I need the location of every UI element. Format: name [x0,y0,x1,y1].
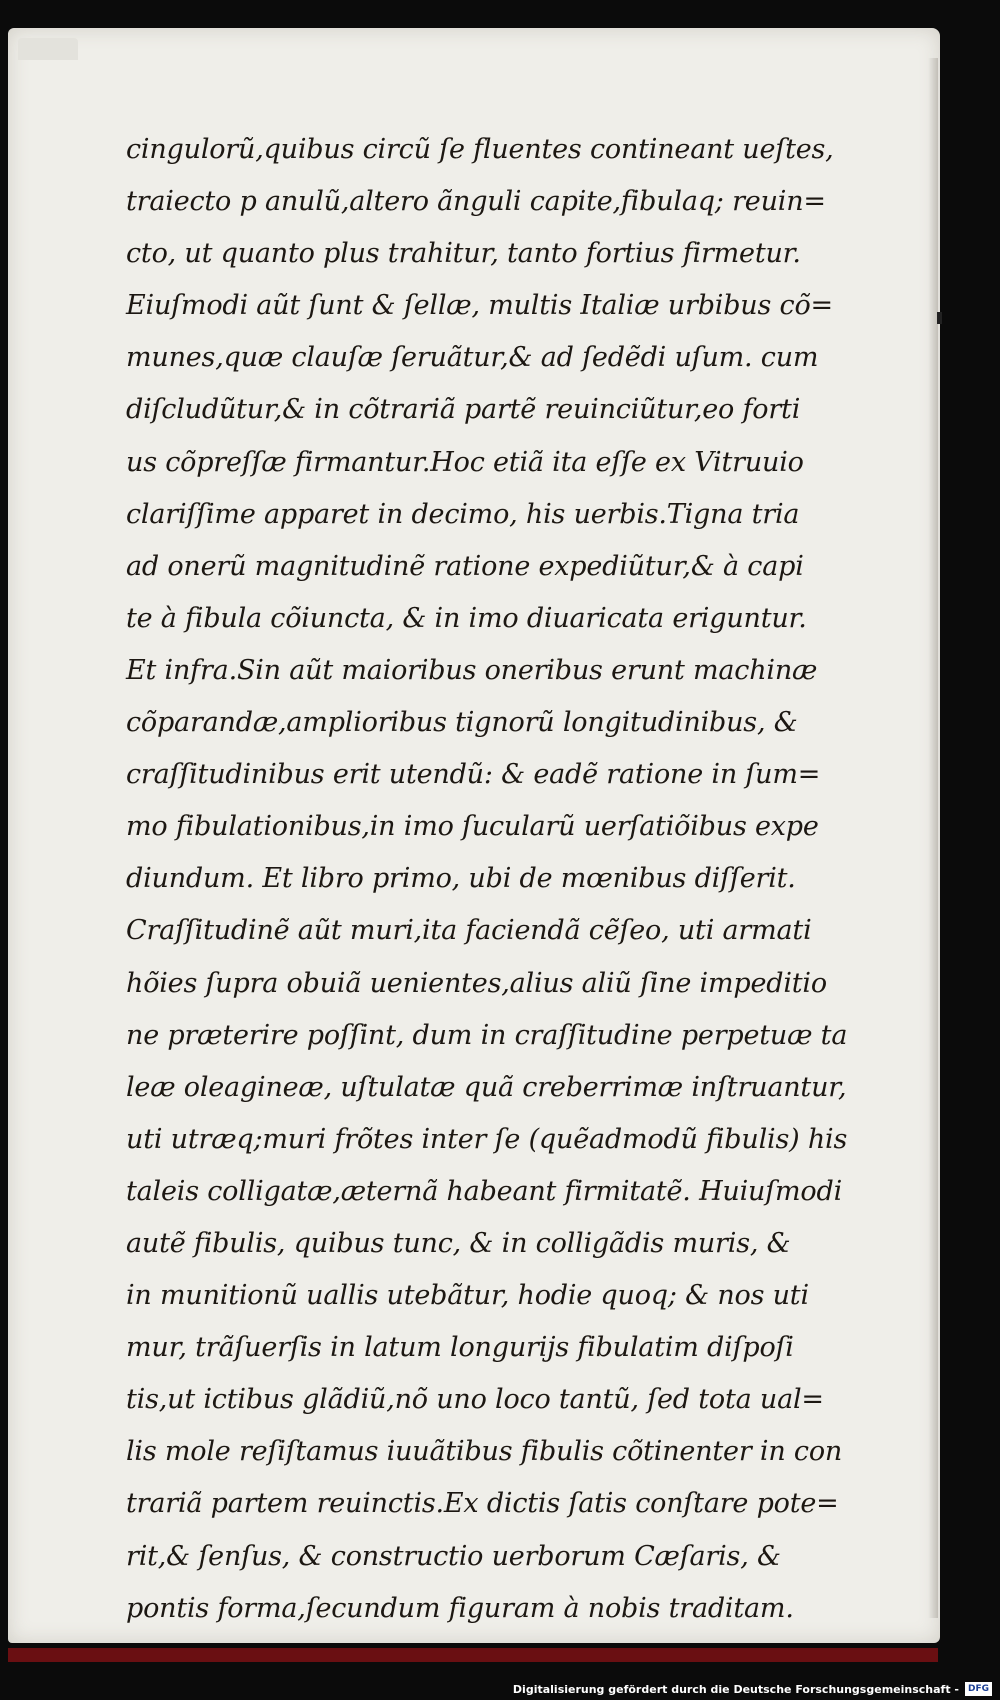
page-text-block [126,124,906,1635]
text-line: Eiuſmodi aũt ſunt & ſellæ, multis Italiæ urbibus cõ= [126,290,833,322]
text-line: rit,& ſenſus, & constructio uerborum Cæſaris, & [126,1540,781,1572]
bottom-red-band [8,1648,938,1662]
digitization-footer [513,1680,992,1698]
footer-credit-text: Digitalisierung gefördert durch die Deutsche Forschungsgemeinschaft - [512,1682,959,1696]
text-line: tis,ut ictibus glãdiũ,nõ uno loco tantũ, ſed tota ual= [126,1384,824,1416]
text-line: lis mole reſiſtamus iuuãtibus fibulis cõtinenter in con [126,1436,843,1468]
text-line: ad onerũ magnitudinẽ ratione expediũtur,& à capi [126,550,804,582]
text-line: diundum. Et libro primo, ubi de mœnibus diſſerit. [126,863,796,895]
book-page [8,28,940,1643]
text-line: in munitionũ uallis utebãtur, hodie quoq; & nos uti [126,1280,809,1312]
text-line: cingulorũ,quibus circũ ſe fluentes contineant ueſtes, [126,134,834,165]
dfg-logo: DFG [965,1682,992,1696]
text-line: leæ oleagineæ, uſtulatæ quã creberrimæ inſtruantur, [126,1071,847,1103]
text-line: trariã partem reuinctis.Ex dictis ſatis conſtare pote= [126,1488,839,1520]
text-line: craſſitudinibus erit utendũ: & eadẽ ratione in ſum= [126,759,821,791]
text-line: uti utræq;muri frõtes inter ſe (quẽadmodũ fibulis) his [126,1123,848,1155]
page-edge-shadow [928,58,938,1618]
text-line: traiecto p anulũ,altero ãnguli capite,fibulaq; reuin= [126,186,826,218]
text-line: pontis forma,ſecundum figuram à nobis traditam. [126,1592,794,1624]
text-line: mur, trãſuerſis in latum longurijs fibulatim diſpoſi [126,1332,794,1364]
page-edge-mark [937,312,942,324]
text-line: taleis colligatæ,æternã habeant firmitatẽ. Huiuſmodi [126,1175,843,1207]
text-line: diſcludũtur,& in cõtrariã partẽ reuinciũtur,eo forti [126,394,801,426]
text-line: ne præterire poſſint, dum in craſſitudine perpetuæ ta [126,1019,848,1051]
text-line: te à fibula cõiuncta, & in imo diuaricata eriguntur. [126,602,807,634]
text-line: mo fibulationibus,in imo ſucularũ uerſatiõibus expe [126,811,819,843]
text-line: us cõpreſſæ firmantur.Hoc etiã ita eſſe ex Vitruuio [126,446,804,478]
text-line: Et infra.Sin aũt maioribus oneribus erunt machinæ [126,654,818,686]
text-line: hõies ſupra obuiã uenientes,alius aliũ ſine impeditio [126,967,827,999]
text-line: clariſſime apparet in decimo, his uerbis.Tigna tria [126,498,800,530]
text-line: Craſſitudinẽ aũt muri,ita faciendã cẽſeo, uti armati [126,915,812,947]
text-line: munes,quæ clauſæ ſeruãtur,& ad ſedẽdi uſum. cum [126,342,819,374]
text-line: cõparandæ,amplioribus tignorũ longitudinibus, & [126,707,798,739]
page-corner-tab [18,38,78,60]
text-line: cto, ut quanto plus trahitur, tanto fortius firmetur. [126,238,801,270]
text-line: autẽ fibulis, quibus tunc, & in colligãdis muris, & [126,1227,791,1259]
